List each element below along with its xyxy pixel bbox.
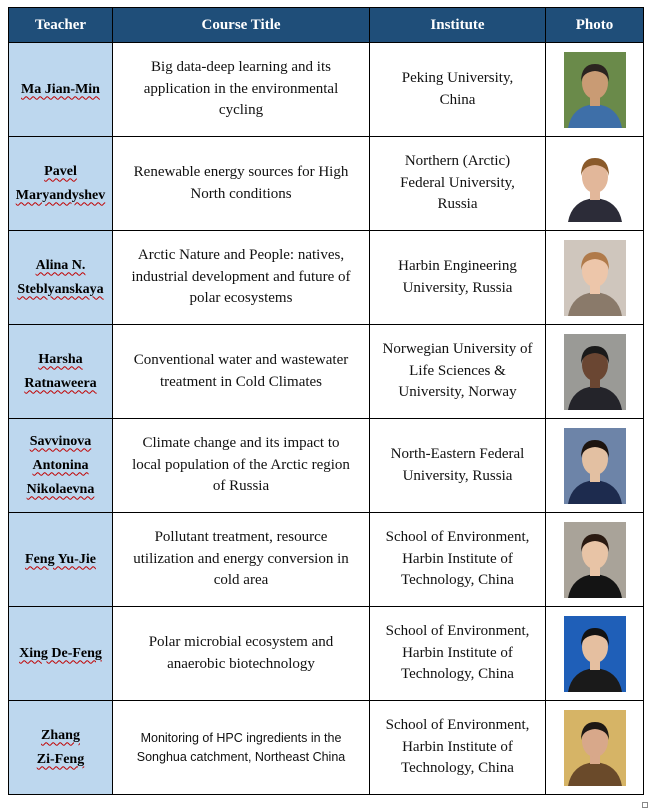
teacher-cell	[9, 43, 113, 137]
table-row	[9, 607, 644, 701]
portrait-photo-icon	[546, 616, 643, 692]
teacher-name-line: Ratnaweera	[24, 375, 97, 391]
course-title-cell	[113, 231, 370, 325]
institute-line: Peking University,	[401, 70, 514, 86]
institute-line: University, Norway	[398, 384, 517, 401]
teacher-name-line: Nikolaevna	[26, 481, 95, 497]
teacher-name-line: Alina N.	[35, 257, 86, 273]
header-teacher: Teacher	[9, 8, 113, 43]
institute-line: School of Environment,	[385, 623, 530, 640]
photo-cell	[546, 325, 644, 419]
teacher-cell	[9, 137, 113, 231]
institute-line: Norwegian University of	[382, 341, 533, 358]
course-title-cell	[113, 701, 370, 795]
institute-line: School of Environment,	[385, 529, 530, 546]
institute-line: Technology, China	[401, 760, 514, 777]
portrait-photo-icon	[546, 710, 643, 786]
table-row	[9, 137, 644, 231]
institute-line: Russia	[437, 196, 478, 213]
table-row	[9, 701, 644, 795]
teacher-name-line: Antonina	[32, 457, 89, 473]
course-title-cell	[113, 43, 370, 137]
table-row	[9, 419, 644, 513]
course-title-line: treatment in Cold Climates	[159, 373, 323, 390]
course-title-line: Monitoring of HPC ingredients in the	[140, 730, 342, 745]
teacher-name-line: Zi-Feng	[36, 751, 85, 767]
teacher-name-line: Ma Jian-Min	[21, 81, 100, 97]
photo-cell	[546, 43, 644, 137]
portrait-photo-icon	[546, 52, 643, 128]
course-title-line: local population of the Arctic region	[132, 456, 350, 473]
table-row	[9, 325, 644, 419]
teacher-name-line: Savvinova	[29, 433, 92, 449]
table-header-row	[9, 8, 644, 43]
course-title-line: North conditions	[190, 185, 292, 202]
institute-line: Northern (Arctic)	[404, 153, 511, 170]
photo-cell	[546, 701, 644, 795]
course-title-line: Climate change and its impact to	[142, 435, 340, 452]
institute-cell	[370, 137, 546, 231]
institute-cell	[370, 325, 546, 419]
course-table-container	[8, 7, 644, 795]
portrait-photo-icon	[546, 522, 643, 598]
course-title-line: anaerobic biotechnology	[167, 655, 315, 672]
institute-line: University, Russia	[402, 279, 513, 296]
course-title-cell	[113, 513, 370, 607]
course-title-line: Songhua catchment, Northeast China	[136, 749, 346, 764]
table-row	[9, 231, 644, 325]
header-course-title: Course Title	[113, 8, 370, 43]
portrait-photo-icon	[546, 240, 643, 316]
teacher-cell	[9, 231, 113, 325]
course-title-line: polar ecosystems	[189, 290, 293, 307]
institute-cell	[370, 513, 546, 607]
teacher-name-line: Pavel	[44, 163, 77, 179]
resize-handle[interactable]	[642, 802, 648, 808]
course-title-line: Conventional water and wastewater	[133, 352, 349, 368]
course-title-cell	[113, 419, 370, 513]
course-title-line: utilization and energy conversion in	[133, 550, 349, 567]
institute-cell	[370, 701, 546, 795]
institute-line: Technology, China	[401, 666, 514, 683]
institute-cell	[370, 419, 546, 513]
course-title-line: cold area	[213, 572, 269, 589]
teacher-name-line: Harsha	[38, 351, 83, 367]
teacher-cell	[9, 325, 113, 419]
institute-cell	[370, 607, 546, 701]
institute-line: Harbin Institute of	[402, 738, 513, 755]
course-title-line: Big data-deep learning and its	[151, 59, 331, 76]
course-title-line: Polar microbial ecosystem and	[148, 634, 334, 650]
teacher-name-line: Xing De-Feng	[19, 645, 102, 661]
course-title-cell	[113, 137, 370, 231]
course-title-line: Renewable energy sources for High	[133, 164, 349, 180]
course-title-line: cycling	[218, 102, 264, 119]
teacher-cell	[9, 513, 113, 607]
institute-line: Life Sciences &	[409, 362, 506, 379]
course-title-line: Pollutant treatment, resource	[154, 529, 328, 546]
institute-line: Harbin Engineering	[398, 258, 517, 274]
teacher-name-line: Steblyanskaya	[17, 281, 104, 297]
course-title-line: application in the environmental	[143, 80, 339, 97]
teacher-cell	[9, 701, 113, 795]
header-institute: Institute	[370, 8, 546, 43]
institute-line: Federal University,	[400, 174, 515, 191]
table-row	[9, 43, 644, 137]
institute-line: China	[439, 91, 476, 108]
teacher-cell	[9, 607, 113, 701]
course-title-line: industrial development and future of	[131, 268, 351, 285]
photo-cell	[546, 137, 644, 231]
course-title-cell	[113, 325, 370, 419]
institute-line: Harbin Institute of	[402, 550, 513, 567]
course-title-line: Arctic Nature and People: natives,	[137, 247, 345, 264]
photo-cell	[546, 513, 644, 607]
teacher-name-line: Maryandyshev	[15, 187, 106, 203]
institute-line: University, Russia	[402, 467, 513, 484]
photo-cell	[546, 607, 644, 701]
institute-line: North-Eastern Federal	[390, 446, 525, 462]
table-row	[9, 513, 644, 607]
institute-line: Harbin Institute of	[402, 644, 513, 661]
portrait-photo-icon	[546, 146, 643, 222]
photo-cell	[546, 231, 644, 325]
header-photo: Photo	[546, 8, 644, 43]
course-title-line: of Russia	[212, 478, 270, 495]
teacher-name-line: Zhang	[41, 727, 80, 743]
photo-cell	[546, 419, 644, 513]
portrait-photo-icon	[546, 428, 643, 504]
institute-line: School of Environment,	[385, 717, 530, 734]
teacher-name-line: Feng Yu-Jie	[25, 551, 96, 567]
course-title-cell	[113, 607, 370, 701]
institute-cell	[370, 231, 546, 325]
portrait-photo-icon	[546, 334, 643, 410]
institute-line: Technology, China	[401, 572, 514, 589]
teacher-cell	[9, 419, 113, 513]
course-table	[8, 7, 644, 795]
institute-cell	[370, 43, 546, 137]
